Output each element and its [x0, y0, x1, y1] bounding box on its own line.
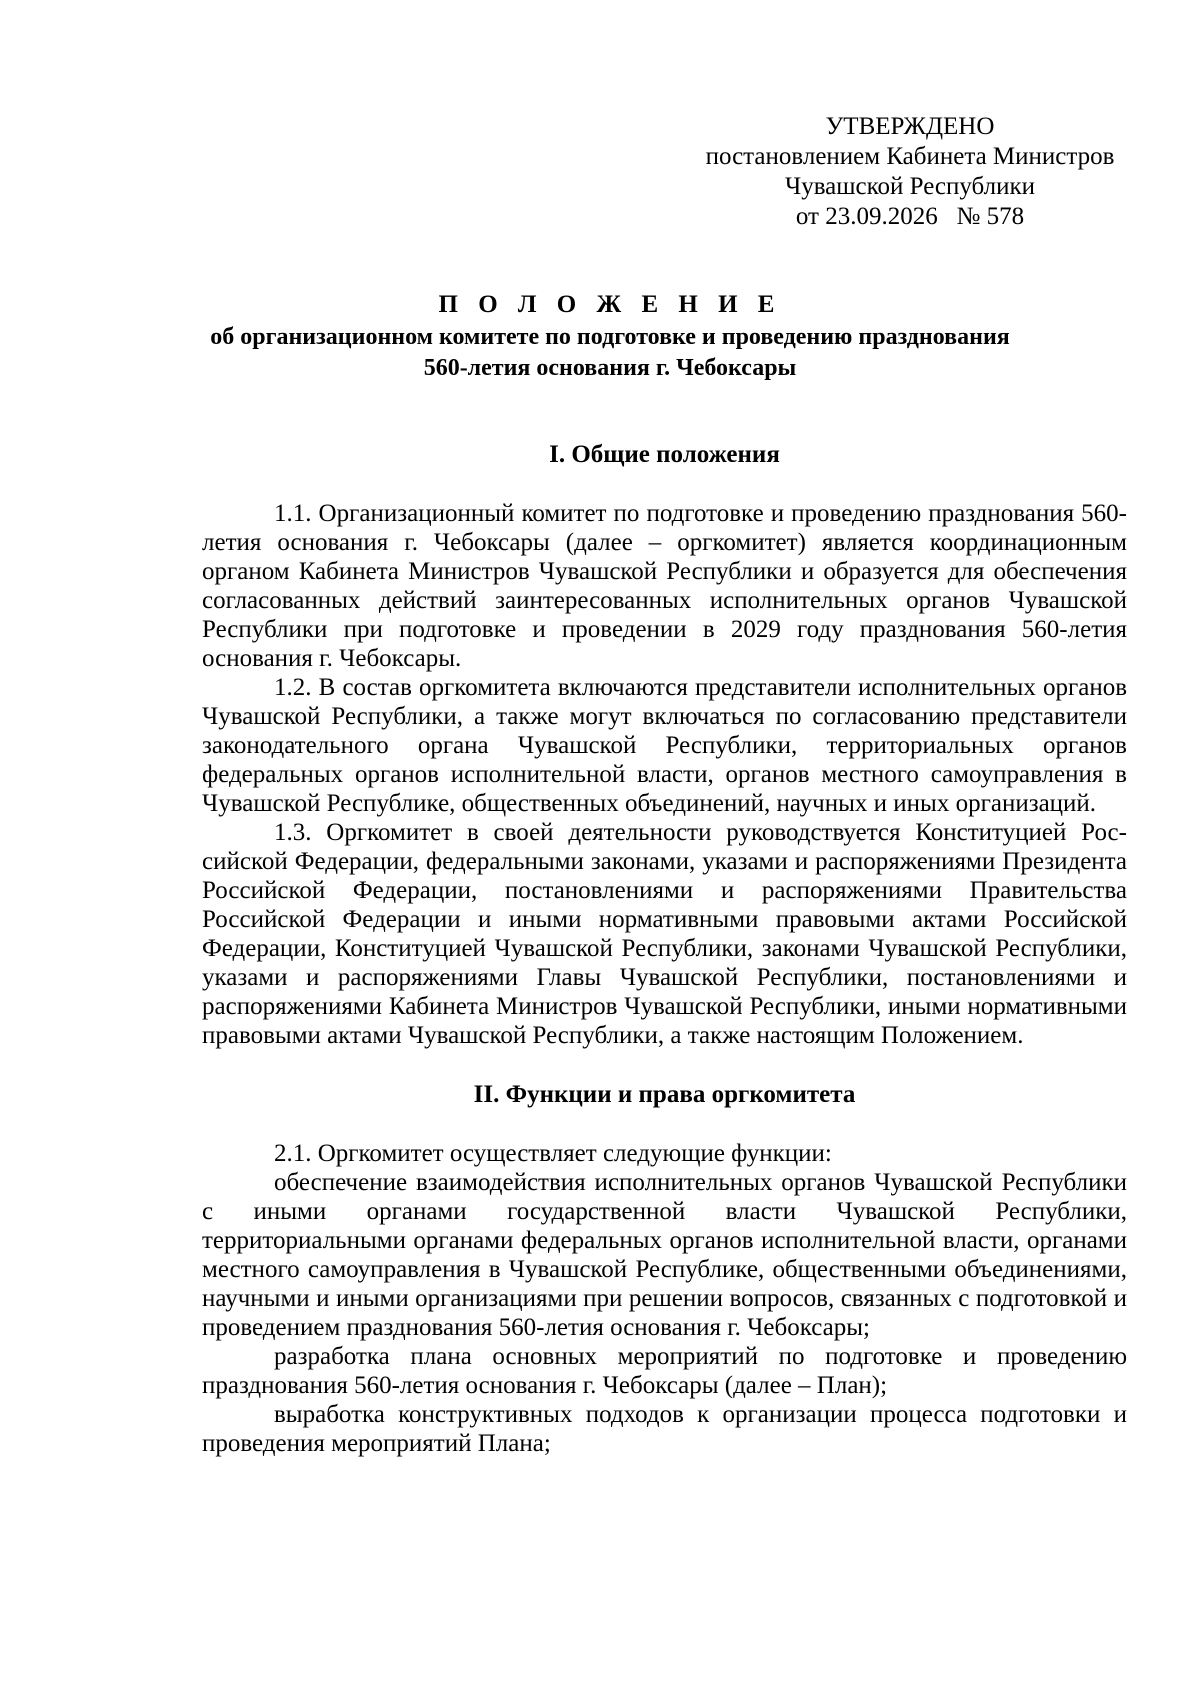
- approval-block: [680, 112, 1140, 232]
- approval-stamp: УТВЕРЖДЕНО: [825, 113, 995, 140]
- paragraph: обеспечение взаимодействия исполнительных органов Чувашской Республики с иными органами государственной власти Чувашской Республики, территориальными органами федеральных органов исполнительной власти, органами местного самоуправления в Чувашской Республике, общественными объединениями, научными и иными организациями при решении вопросов, связанных с подготовкой и проведением празднования 560-летия основания г. Чебоксары;: [202, 1169, 1127, 1341]
- paragraph: 2.1. Оргкомитет осуществляет следующие функции:: [274, 1140, 832, 1167]
- paragraph: 1.2. В состав оргкомитета включаются представители исполнительных органов Чувашской Республики, а также могут включаться по согласованию представители законодательного органа Чувашской Республики, территориальных органов федеральных органов исполнительной власти, органов местного самоуправления в Чувашской Республике, общественных объединений, научных и иных организаций.: [202, 674, 1127, 817]
- approval-region: Чувашской Республики: [784, 173, 1036, 200]
- paragraph: 1.1. Организационный комитет по подготовке и проведению празднования 560-летия основания г. Чебоксары (далее – оргкомитет) является координационным органом Кабинета Министров Чувашской Республики и образуется для обеспечения согласованных действий заинтересованных исполнительных органов Чувашской Республики при подготовке и проведении в 2029 году празднования 560-летия основания г. Чебоксары.: [202, 500, 1127, 672]
- approval-date-number: от 23.09.2026 № 578: [795, 203, 1025, 230]
- paragraph: разработка плана основных мероприятий по подготовке и проведению празднования 560-летия основания г. Чебоксары (далее – План);: [202, 1343, 1127, 1399]
- document-title: [160, 288, 1060, 384]
- approval-issuer: постановлением Кабинета Министров: [705, 143, 1115, 170]
- document-body: [202, 440, 1127, 1458]
- section-heading: II. Функции и права оргкомитета: [473, 1081, 856, 1108]
- title-subject-line-2: 560-летия основания г. Чебоксары: [423, 355, 797, 381]
- title-subject-line-1: об организационном комитете по подготовке и проведению празднования: [210, 324, 1010, 350]
- title-heading: П О Л О Ж Е Н И Е: [438, 291, 782, 318]
- paragraph: 1.3. Оргкомитет в своей деятельности руководствуется Конституцией Российской Федерации, федеральными законами, указами и распоряжениями Президента Российской Федерации, постановлениями и распоряжениями Правительства Российской Федерации и иными нормативными правовыми актами Российской Федерации, Конституцией Чувашской Республики, законами Чувашской Республики, указами и распоряжениями Главы Чувашской Республики, постановлениями и распоряжениями Кабинета Министров Чувашской Республики, иными нормативными правовыми актами Чувашской Республики, а также настоящим Положением.: [202, 819, 1127, 1049]
- paragraph: выработка конструктивных подходов к организации процесса подготовки и проведения мероприятий Плана;: [202, 1401, 1127, 1457]
- section-heading: I. Общие положения: [549, 441, 780, 468]
